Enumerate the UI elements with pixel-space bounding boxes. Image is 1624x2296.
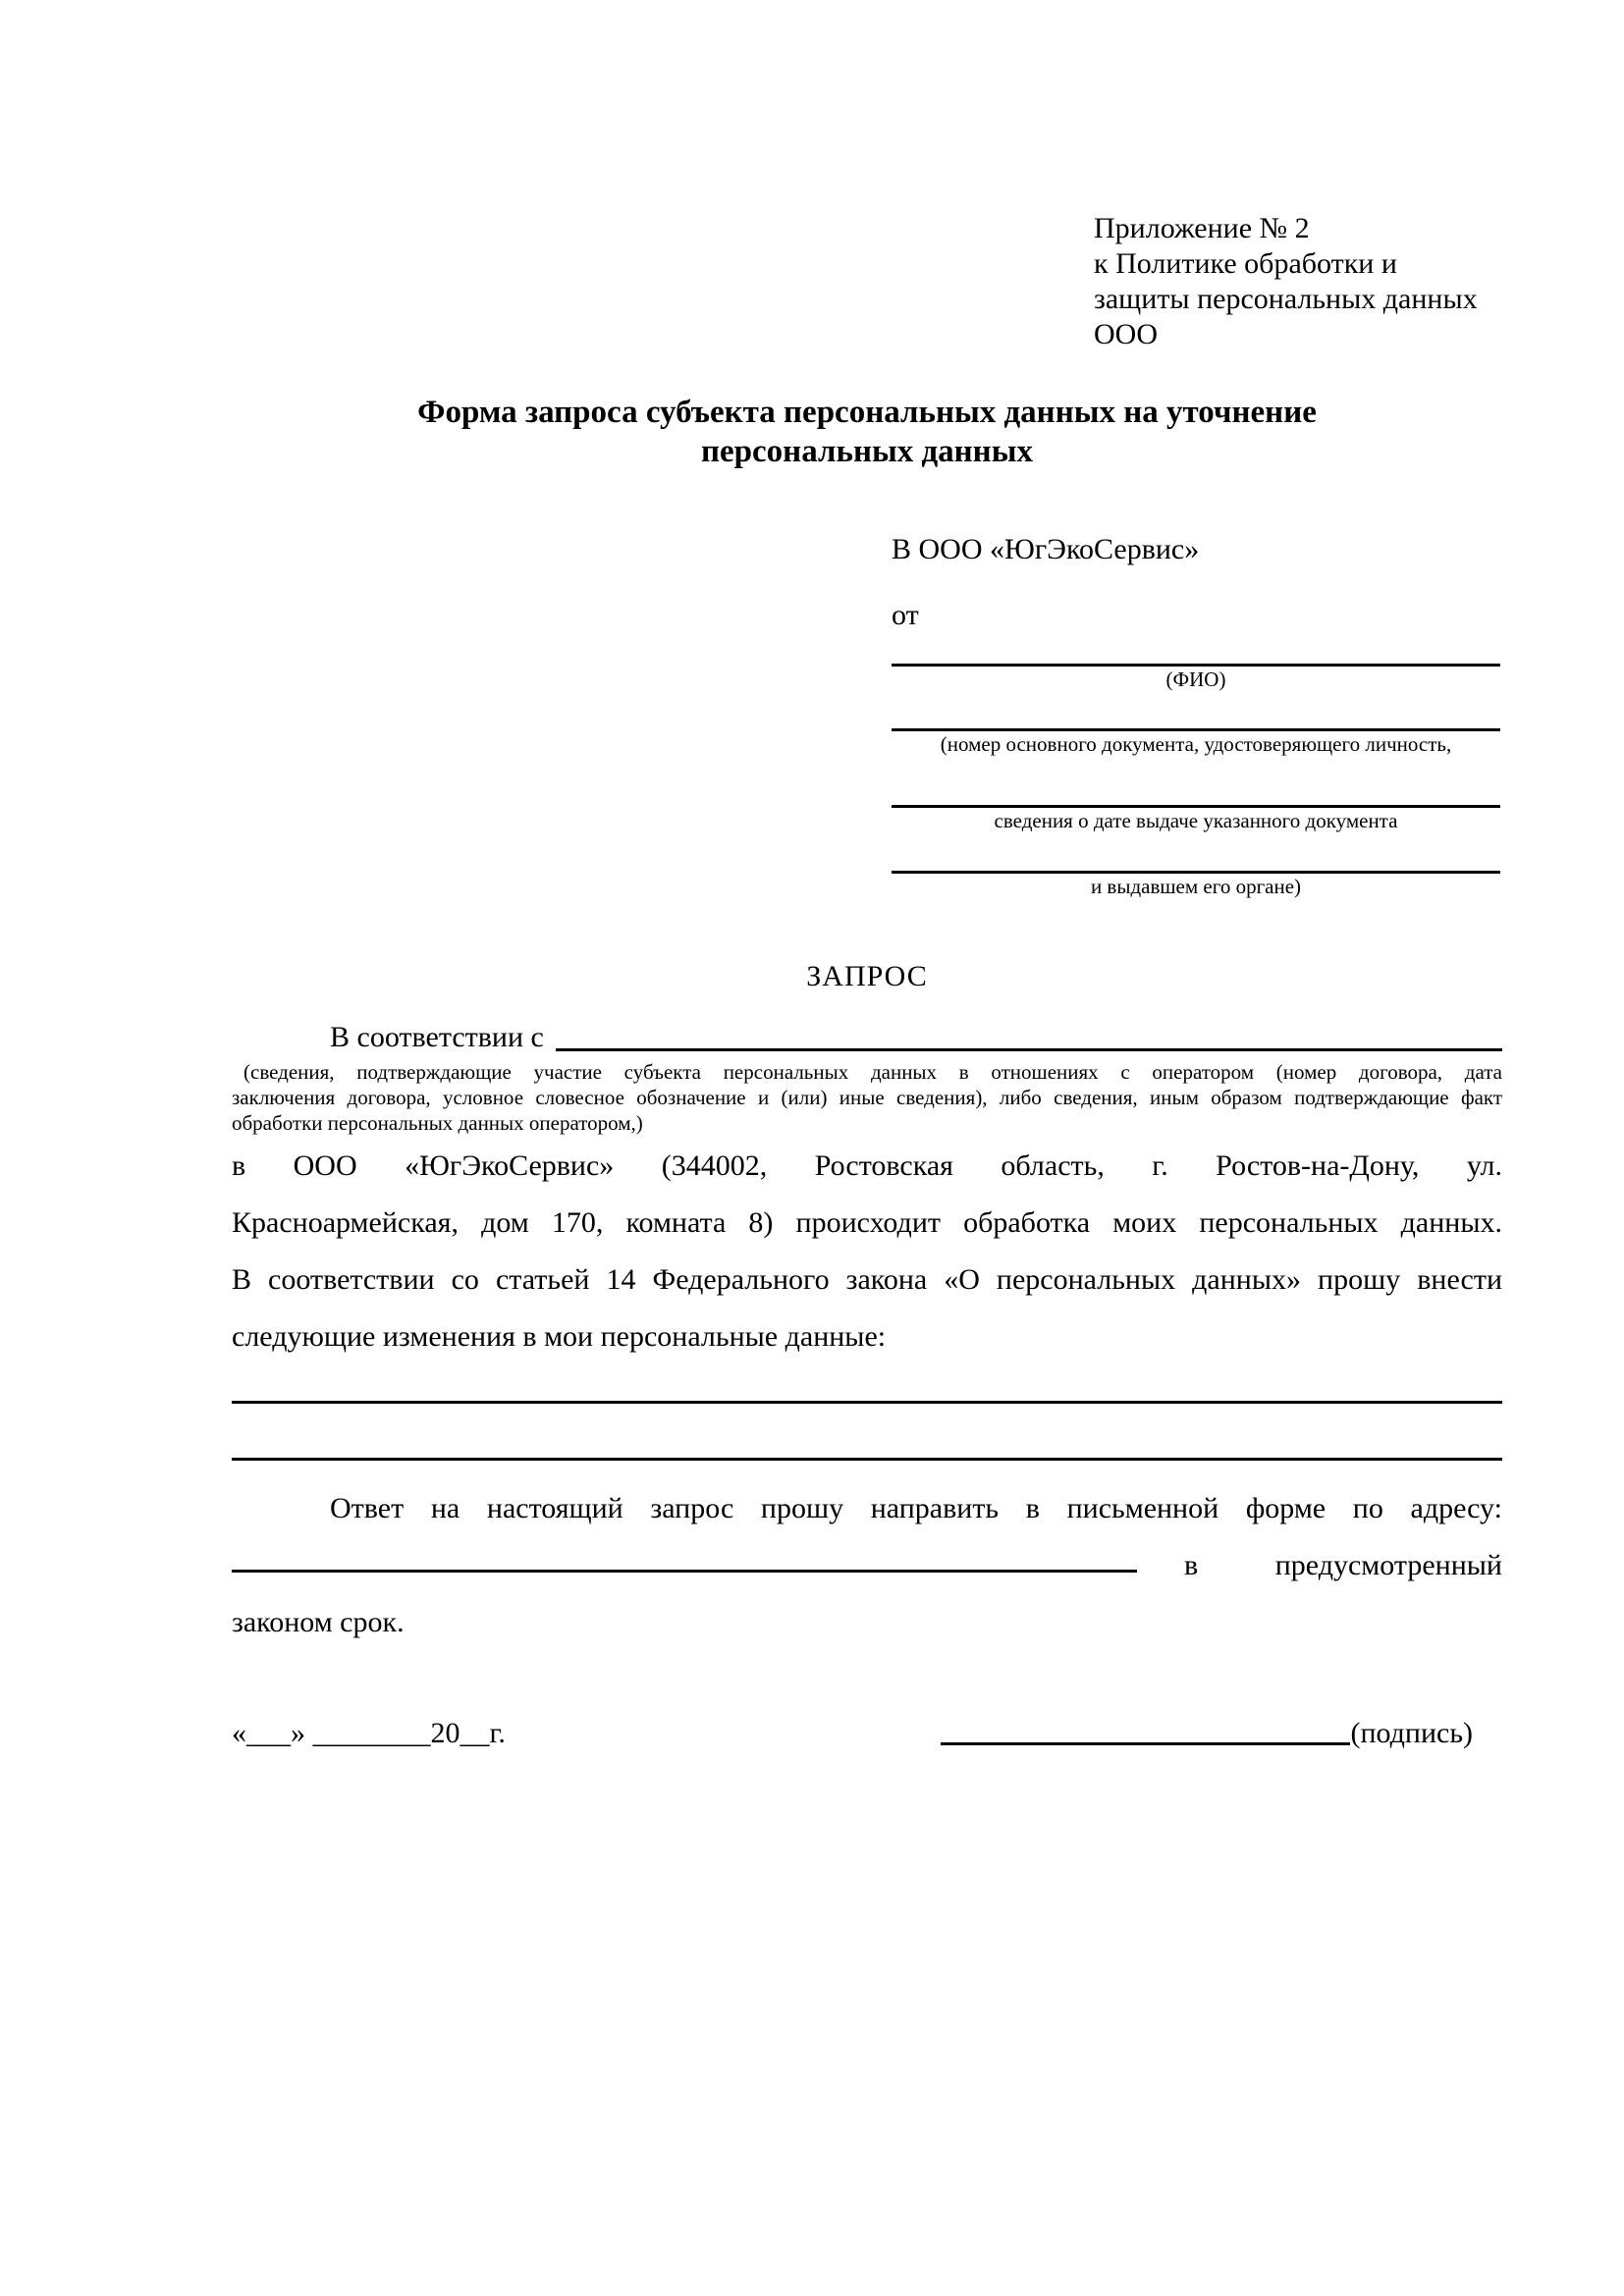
attachment-note-line: к Политике обработки и: [1094, 247, 1397, 280]
signature-caption: (подпись): [1350, 1717, 1473, 1749]
basis-fill-line: [556, 1048, 1502, 1051]
reply-line-3: законом срок.: [232, 1606, 405, 1638]
addressee-from-label: от: [892, 599, 919, 631]
body-paragraph-line: следующие изменения в мои персональные данные:: [232, 1320, 887, 1353]
issuing-authority-fill-line: [892, 833, 1500, 874]
body-paragraph-line: Красноармейская, дом 170, комната 8) происходит обработка моих персональных данных.: [232, 1206, 1502, 1239]
request-heading: ЗАПРОС: [806, 960, 928, 992]
body-paragraph-line: В соответствии со статьей 14 Федерального закона «О персональных данных» прошу внести: [232, 1263, 1502, 1296]
basis-row: [232, 1020, 1502, 1055]
date-signature-row: [232, 1716, 1502, 1751]
body-paragraph-line: в ООО «ЮгЭкоСервис» (344002, Ростовская область, г. Ростов-на-Дону, ул.: [232, 1149, 1502, 1182]
attachment-note-line: защиты персональных данных: [1094, 283, 1478, 315]
attachment-note: [1094, 211, 1502, 352]
basis-footnote-line: заключения договора, условное словесное обозначение и (или) иные сведения), либо сведения, иным образом подтверждающие факт: [232, 1086, 1502, 1109]
document-title: [232, 393, 1502, 471]
basis-lead-text: В соответствии с: [330, 1021, 544, 1053]
issue-date-caption: сведения о дате выдаче указанного документа: [994, 809, 1398, 832]
changes-fill-line-1: [232, 1401, 1502, 1404]
document-number-fill-line: [892, 692, 1500, 731]
body-paragraph: [232, 1138, 1502, 1365]
document-number-caption: (номер основного документа, удостоверяющего личность,: [940, 732, 1452, 756]
reply-paragraph: [232, 1480, 1502, 1651]
attachment-note-line: ООО: [1094, 318, 1158, 350]
addressee-organization: В ООО «ЮгЭкоСервис»: [892, 533, 1200, 565]
reply-address-row: [232, 1537, 1502, 1594]
reply-word-v: в: [1184, 1549, 1199, 1581]
document-title-line: Форма запроса субъекта персональных данных на уточнение: [417, 395, 1317, 430]
fio-fill-line: [892, 633, 1500, 667]
date-fill-text: «___» ________20__г.: [232, 1717, 506, 1749]
fio-caption: (ФИО): [1165, 667, 1226, 691]
address-fill-line: [232, 1570, 1137, 1573]
reply-word-predusmotrenny: предусмотренный: [1274, 1549, 1502, 1581]
changes-fill-line-2: [232, 1458, 1502, 1461]
reply-line-1: Ответ на настоящий запрос прошу направить в письменной форме по адресу:: [330, 1492, 1502, 1524]
issuing-authority-caption: и выдавшем его органе): [1090, 875, 1302, 898]
issue-date-fill-line: [892, 757, 1500, 808]
document-title-line: персональных данных: [701, 434, 1033, 469]
addressee-block: [892, 532, 1500, 899]
signature-group: [941, 1716, 1473, 1751]
attachment-note-line: Приложение № 2: [1094, 212, 1310, 244]
signature-fill-line: [941, 1742, 1350, 1745]
basis-footnote-line: обработки персональных данных оператором,): [232, 1111, 643, 1135]
document-content: [232, 211, 1502, 1751]
basis-footnote-line: (сведения, подтверждающие участие субъекта персональных данных в отношениях с оператором (номер договора, дата: [244, 1060, 1502, 1084]
basis-footnote: [232, 1059, 1502, 1136]
